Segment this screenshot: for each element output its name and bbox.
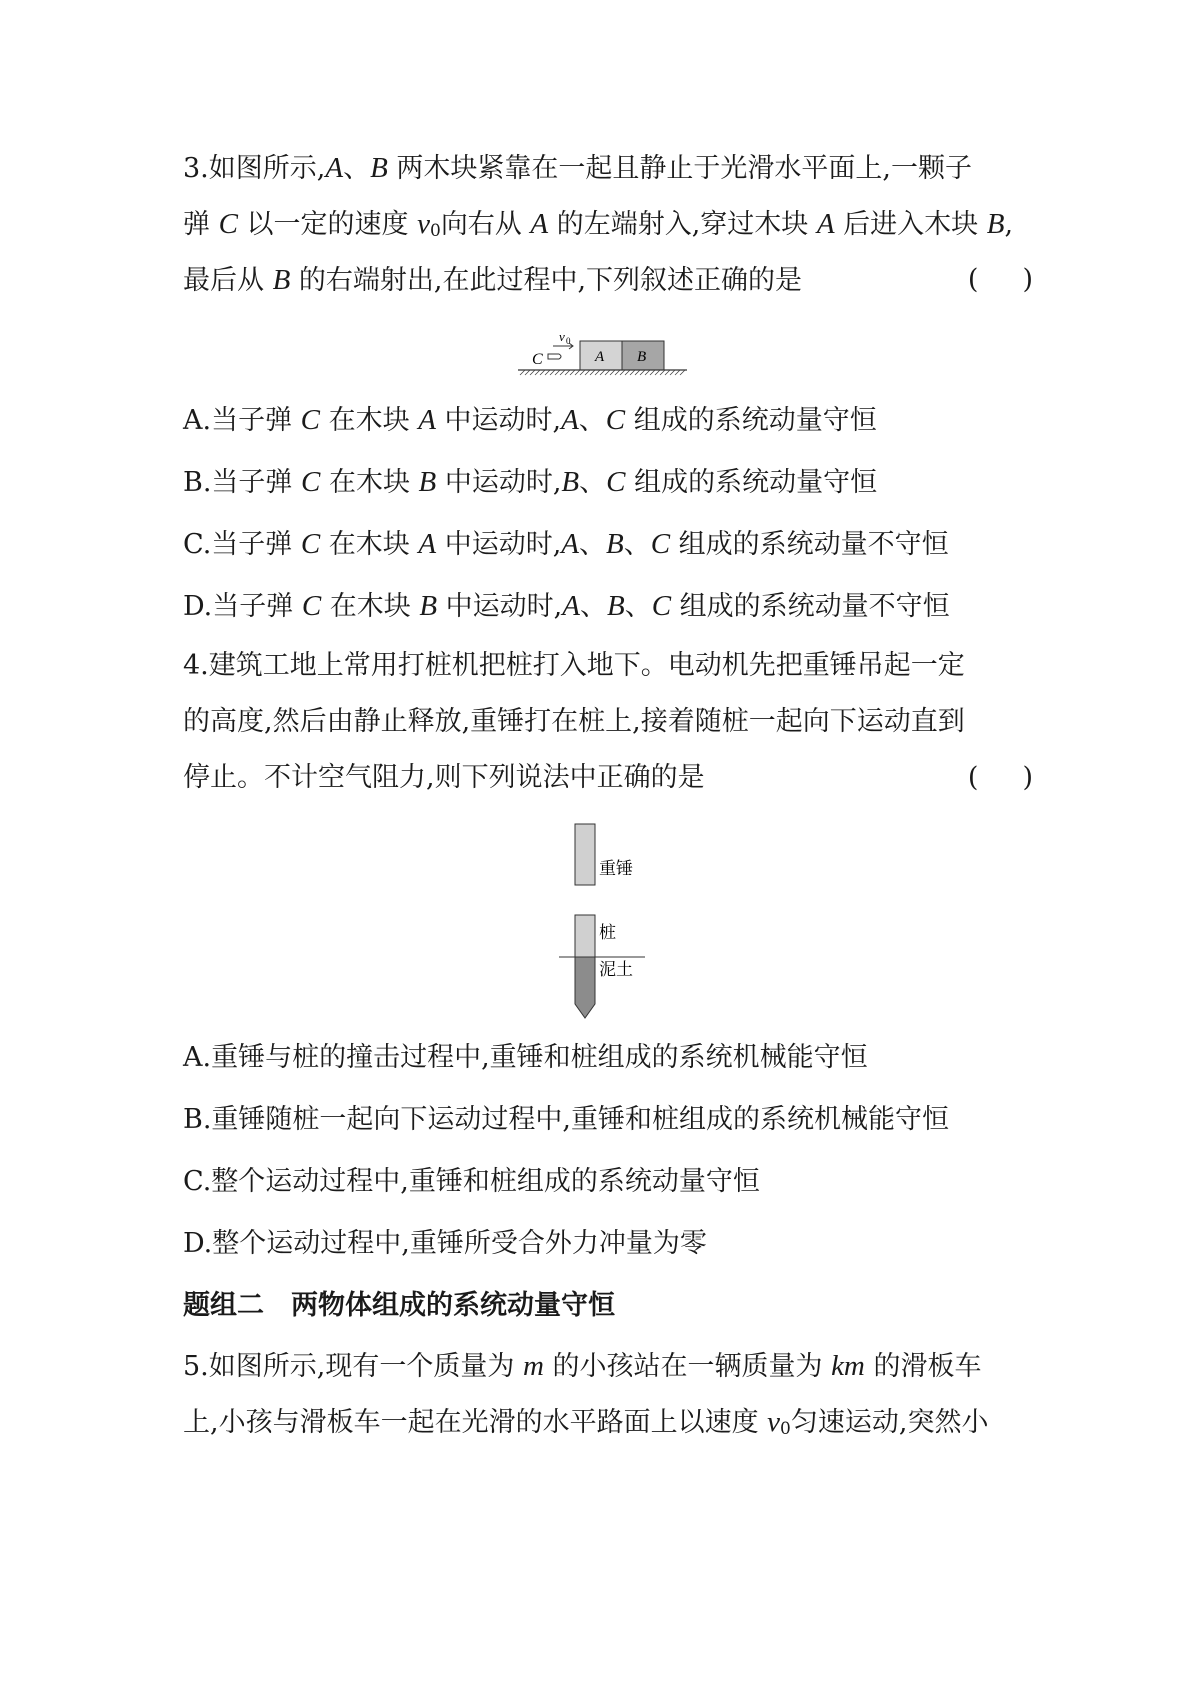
q3-line-3 (183, 260, 1033, 301)
soil-label: 泥土 (599, 960, 633, 980)
q3-option-d: D.当子弹 C 在木块 B 中运动时,A、B、C 组成的系统动量不守恒 (183, 590, 950, 622)
q3-text: 的左端射入,穿过木块 (548, 209, 817, 240)
label-v0-subscript: 0 (566, 336, 571, 346)
label-c: C (532, 351, 543, 368)
hammer-label: 重锤 (599, 859, 633, 879)
var-a: A (325, 152, 344, 184)
q3-text: 向右从 (440, 209, 531, 240)
q3-figure (515, 328, 690, 384)
answer-bracket: () (967, 762, 1033, 793)
q3-text: 以一定的速度 (237, 209, 418, 240)
q3-text: 最后从 (183, 265, 273, 296)
answer-bracket: () (967, 264, 1033, 295)
ground-hatching (520, 370, 685, 375)
var-v: v (417, 208, 430, 240)
bullet-shape (548, 354, 561, 359)
q4-figure (555, 822, 665, 1022)
q3-text: , (1004, 209, 1014, 240)
block-a-label: A (595, 349, 605, 365)
pile-label: 桩 (599, 923, 616, 943)
pile-lower (575, 957, 595, 1018)
q3-text: 、 (343, 153, 371, 184)
hammer-shape (575, 824, 595, 885)
block-b-label: B (637, 349, 647, 365)
var-b: B (370, 152, 388, 184)
var-a: A (530, 208, 549, 240)
q3-option-b: B.当子弹 C 在木块 B 中运动时,B、C 组成的系统动量守恒 (183, 466, 878, 498)
q3-text: 的右端射出,在此过程中,下列叙述正确的是 (290, 265, 803, 296)
q3-text: 3.如图所示, (183, 153, 326, 184)
label-v0: v (559, 329, 565, 344)
q4-line-3: 停止。不计空气阻力,则下列说法中正确的是 () (183, 758, 1033, 798)
section-heading: 题组二 两物体组成的系统动量守恒 (183, 1290, 615, 1321)
subscript-0: 0 (429, 221, 441, 241)
var-a: A (816, 208, 835, 240)
q4-option-b: B.重锤随桩一起向下运动过程中,重锤和桩组成的系统机械能守恒 (183, 1104, 950, 1135)
var-b: B (272, 264, 291, 296)
q5-line-2: 上,小孩与滑板车一起在光滑的水平路面上以速度 $v_0$匀速运动,突然小 (183, 1406, 989, 1439)
q3-option-a: A.当子弹 C 在木块 A 中运动时,A、C 组成的系统动量守恒 (183, 404, 877, 436)
q3-line-1 (183, 148, 1033, 189)
pile-upper (575, 915, 595, 957)
q3-text: 弹 (183, 209, 219, 240)
q4-line-2: 的高度,然后由静止释放,重锤打在桩上,接着随桩一起向下运动直到 (183, 706, 965, 737)
q3-option-c: C.当子弹 C 在木块 A 中运动时,A、B、C 组成的系统动量不守恒 (183, 528, 949, 560)
q4-option-a: A.重锤与桩的撞击过程中,重锤和桩组成的系统机械能守恒 (183, 1042, 868, 1073)
q3-text: 后进入木块 (834, 209, 987, 240)
q5-line-1: 5.如图所示,现有一个质量为 m 的小孩站在一辆质量为 km 的滑板车 (183, 1350, 982, 1382)
var-c: C (218, 208, 238, 240)
q4-line-1: 4.建筑工地上常用打桩机把桩打入地下。电动机先把重锤吊起一定 (183, 650, 965, 681)
q4-option-c: C.整个运动过程中,重锤和桩组成的系统动量守恒 (183, 1166, 760, 1197)
q3-text: 两木块紧靠在一起且静止于光滑水平面上,一颗子 (387, 153, 972, 184)
var-b: B (986, 208, 1005, 240)
q4-option-d: D.整个运动过程中,重锤所受合外力冲量为零 (183, 1228, 707, 1259)
q3-line-2 (183, 204, 1033, 251)
